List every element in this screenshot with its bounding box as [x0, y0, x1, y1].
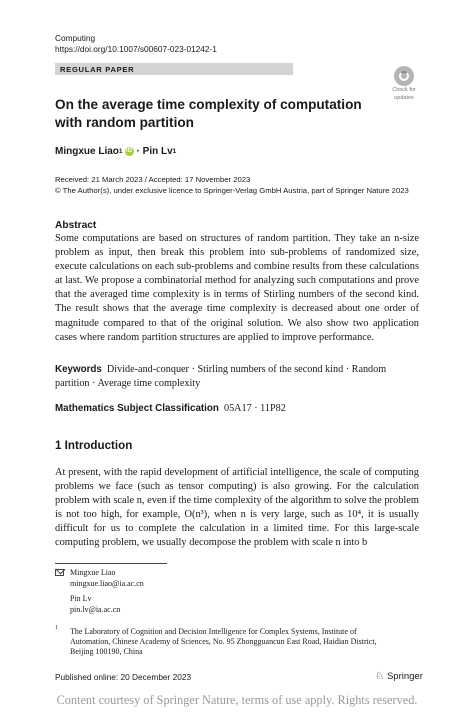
check-updates-line2: updates — [394, 94, 414, 101]
abstract-heading: Abstract — [55, 220, 97, 231]
springer-horse-icon: ♘ — [375, 671, 384, 682]
author-2-affiliation-mark: 1 — [172, 148, 177, 155]
orcid-icon[interactable]: iD — [126, 148, 133, 154]
keywords-heading: Keywords — [55, 364, 102, 375]
check-updates-icon — [394, 66, 414, 86]
publisher-name: Springer — [386, 671, 423, 682]
keywords-text: Divide-and-conquer · Stirling numbers of the second kind · Random partition · Average time complexity — [55, 364, 387, 389]
title-line-2: with random partition — [55, 115, 194, 130]
check-for-updates-badge[interactable] — [388, 66, 420, 102]
affiliation-mark: 1 — [55, 625, 58, 631]
corresponding-author-email[interactable]: mingxue.liao@ia.ac.cn — [70, 579, 144, 588]
doi-link[interactable]: https://doi.org/10.1007/s00607-023-01242-1 — [55, 44, 217, 54]
affiliation-text: The Laboratory of Cognition and Decision Intelligence for Complex Systems, Institute of Automation, Chinese Academy of Sciences, No. 95 Zhongguancun East Road, Haidian District, Beijing 100190, China — [70, 627, 377, 657]
author-name-2[interactable]: Pin Lv — [142, 146, 173, 157]
title-line-1: On the average time complexity of computation — [55, 97, 362, 112]
received-accepted-dates: Received: 21 March 2023 / Accepted: 17 November 2023 — [55, 175, 251, 184]
corresponding-author-name: Mingxue Liao — [70, 568, 116, 577]
journal-name: Computing — [55, 33, 96, 43]
published-online-date: Published online: 20 December 2023 — [55, 672, 192, 682]
abstract-text: Some computations are based on structures of random partition. They take an n-size problem as input, then break this problem into sub-problems of randomized size, execute calculations on each sub-problems and combine results from these calculations at last. We propose a combinatorial method for analyzing such computations and prove that the averaged time complexity is in terms of Stirling numbers of the second kind. The result shows that the average time complexity is decreased about one order of magnitude compared to that of the original solution. We also show two application cases where random partition structures are applied to improve performance. — [55, 233, 419, 343]
check-updates-line1: Check for — [392, 87, 416, 93]
introduction-heading: 1 Introduction — [55, 439, 133, 452]
footnote-divider — [55, 563, 167, 564]
author-list — [55, 146, 176, 157]
author-1-affiliation-mark: 1 — [118, 148, 123, 155]
coauthor-email[interactable]: pin.lv@ia.ac.cn — [70, 605, 121, 614]
courtesy-notice: Content courtesy of Springer Nature, terms of use apply. Rights reserved. — [56, 693, 418, 707]
paper-title — [55, 96, 385, 132]
copyright-notice: © The Author(s), under exclusive licence to Springer-Verlag GmbH Austria, part of Springer Nature 2023 — [55, 186, 409, 195]
coauthor-name: Pin Lv — [70, 594, 92, 603]
section-label: REGULAR PAPER — [60, 65, 135, 74]
author-separator: · — [136, 146, 140, 157]
introduction-text: At present, with the rapid development of artificial intelligence, the scale of computing problems we face (such as tensor computing) is also growing. For the calculation problem with scale n, even if the time complexity of the algorithm to solve the problem is not too high, for example, O(n³), when n is very large, such as 10⁴, it is usually difficult for us to complete the calculation in a limited time. For this large-scale computing problem, we usually decompose the problem with scale n into b — [55, 467, 419, 549]
author-name-1[interactable]: Mingxue Liao — [55, 146, 119, 157]
springer-logo — [375, 671, 423, 682]
msc-codes: 05A17 · 11P82 — [223, 403, 286, 414]
envelope-icon — [55, 569, 64, 576]
msc-block — [55, 403, 419, 414]
keywords-block — [55, 363, 419, 390]
msc-heading: Mathematics Subject Classification — [55, 403, 219, 414]
